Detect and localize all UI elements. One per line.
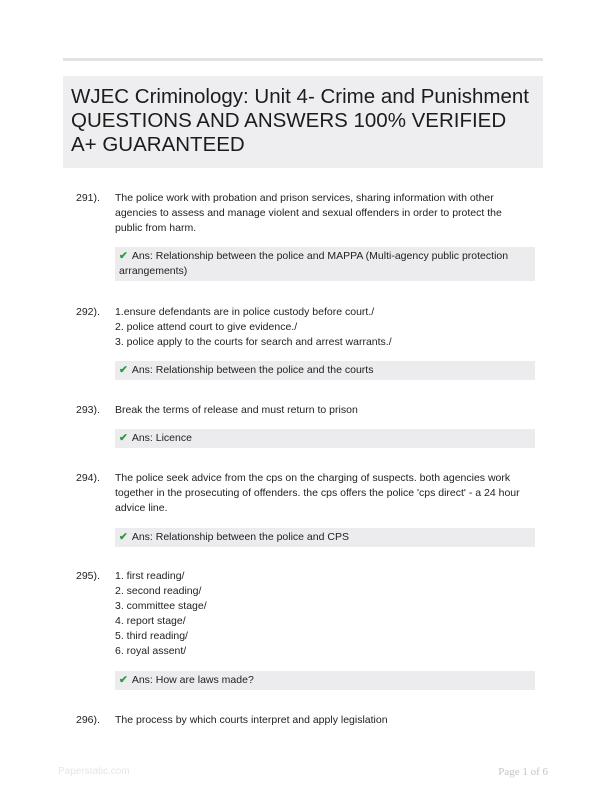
question-line: agencies to assess and manage violent and sexual offenders in order to protect the (115, 207, 502, 219)
question-line: 2. second reading/ (115, 585, 202, 597)
question-number: 296). (76, 714, 100, 726)
question-line: The police work with probation and prison services, sharing information with other (115, 192, 494, 204)
question-number: 294). (76, 472, 100, 484)
page-indicator: Page 1 of 6 (498, 766, 548, 778)
answer-box (115, 429, 535, 448)
checkmark-icon: ✔ (119, 432, 128, 444)
answer-box (115, 247, 535, 281)
question-line: 4. report stage/ (115, 615, 186, 627)
checkmark-icon: ✔ (119, 250, 128, 262)
answer-text: Ans: Relationship between the police and MAPPA (Multi-agency public protection arrangements) (119, 250, 509, 277)
answer-text: Ans: Relationship between the police and CPS (131, 531, 349, 543)
question-number: 292). (76, 306, 100, 318)
answer-text: Ans: How are laws made? (131, 674, 254, 686)
question-number: 293). (76, 404, 100, 416)
answer-box (115, 528, 535, 547)
question-line: public from harm. (115, 222, 197, 234)
question-text (115, 403, 515, 418)
question-line: 5. third reading/ (115, 630, 188, 642)
question-line: 2. police attend court to give evidence./ (115, 321, 298, 333)
checkmark-icon: ✔ (119, 674, 128, 686)
question-line: together in the prosecuting of offenders. the cps offers the police 'cps direct' - a 24 hour (115, 487, 520, 499)
question-line: 1.ensure defendants are in police custody before court./ (115, 306, 375, 318)
title-banner (63, 76, 543, 168)
question-number: 295). (76, 570, 100, 582)
question-line: Break the terms of release and must return to prison (115, 404, 358, 416)
footer-watermark: Paperstatic.com (58, 766, 130, 777)
question-text (115, 305, 515, 350)
top-divider (63, 58, 543, 61)
question-line: 6. royal assent/ (115, 645, 187, 657)
answer-box (115, 361, 535, 380)
answer-box (115, 671, 535, 690)
answer-text: Ans: Relationship between the police and the courts (131, 364, 374, 376)
checkmark-icon: ✔ (119, 531, 128, 543)
question-line: 1. first reading/ (115, 570, 185, 582)
question-text (115, 191, 515, 236)
question-line: The police seek advice from the cps on the charging of suspects. both agencies work (115, 472, 511, 484)
question-line: advice line. (115, 502, 168, 514)
question-text (115, 713, 515, 728)
question-line: 3. police apply to the courts for search and arrest warrants./ (115, 336, 392, 348)
question-text (115, 569, 515, 659)
question-text (115, 471, 520, 516)
question-number: 291). (76, 192, 100, 204)
question-line: 3. committee stage/ (115, 600, 207, 612)
answer-text: Ans: Licence (131, 432, 192, 444)
question-line: The process by which courts interpret and apply legislation (115, 714, 388, 726)
checkmark-icon: ✔ (119, 364, 128, 376)
document-title: WJEC Criminology: Unit 4- Crime and Punishment QUESTIONS AND ANSWERS 100% VERIFIED A+ GUARANTEED (71, 85, 529, 156)
